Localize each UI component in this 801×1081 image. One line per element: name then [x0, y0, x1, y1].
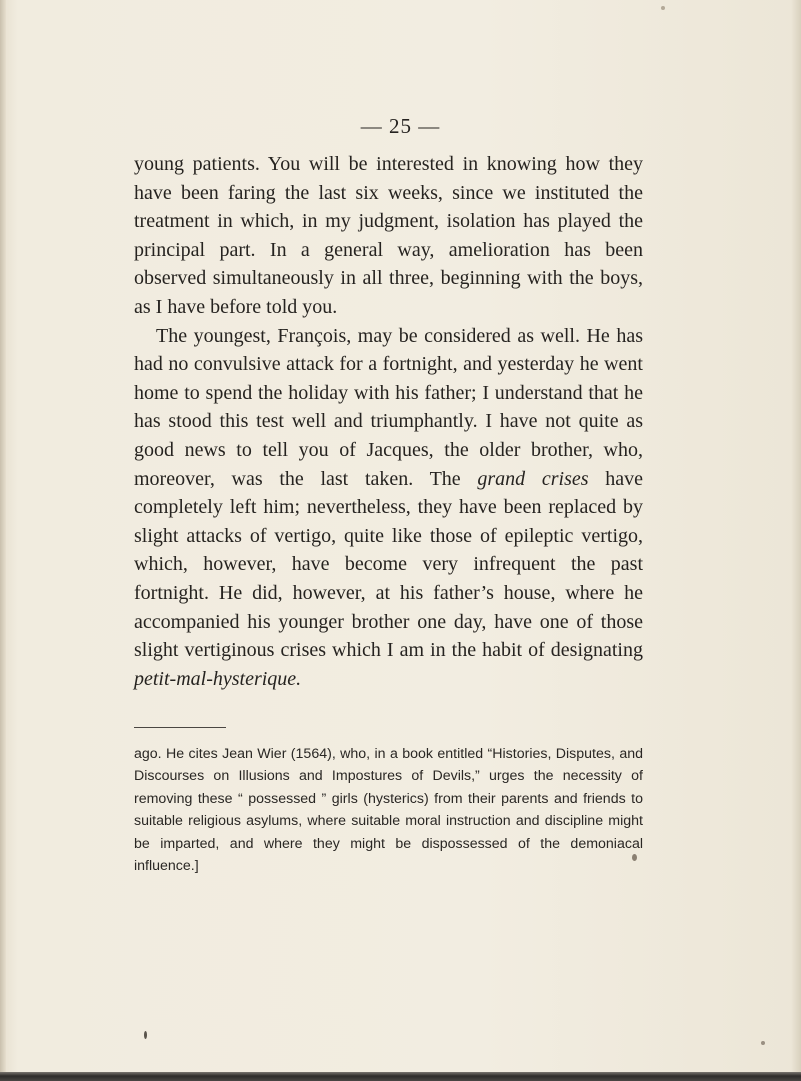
- ink-speck: [144, 1031, 147, 1039]
- main-text: [134, 150, 643, 693]
- paragraph-2-italic-grand-crises: grand crises: [477, 467, 589, 490]
- paragraph-2-text-a: The youngest, François, may be considered as well. He has had no convulsive attack for a fortnight, and yesterday he went home to spend the holiday with his father; I understand that he has stood this test well and triumphantly. I have not quite as good news to tell you of Jacques, the older brother, who, moreover, was the last taken. The: [134, 324, 643, 490]
- page-number: — 25 —: [360, 114, 441, 138]
- page-right-edge: [791, 0, 801, 1081]
- page-left-edge: [0, 0, 6, 1081]
- paragraph-2: [134, 322, 643, 694]
- ink-speck: [632, 854, 637, 861]
- ink-speck: [761, 1041, 765, 1045]
- paragraph-2-italic-petit-mal: petit-mal-hysterique.: [134, 667, 302, 690]
- footnote: [134, 743, 643, 877]
- paragraph-2-text-b: have completely left him; nevertheless, they have been replaced by slight attacks of vertigo, quite like those of epileptic vertigo, which, however, have become very infrequent the past fortnight. He did, however, at his father’s house, where he accompanied his younger brother one day, have one of those slight vertiginous crises which I am in the habit of designating: [134, 467, 643, 662]
- footnote-divider: [134, 727, 226, 728]
- page-bottom-edge: [0, 1072, 801, 1081]
- ink-speck: [661, 6, 665, 10]
- paragraph-1: young patients. You will be interested in knowing how they have been faring the last six weeks, since we instituted the treatment in which, in my judgment, isolation has played the principal part. In a general way, amelioration has been observed simultaneously in all three, beginning with the boys, as I have before told you.: [134, 153, 643, 318]
- footnote-text: ago. He cites Jean Wier (1564), who, in a book entitled “Histories, Disputes, and Discourses on Illusions and Impostures of Devils,” urges the necessity of removing these “ possessed ” girls (hysterics) from their parents and friends to suitable religious asylums, where suitable moral instruction and discipline might be imparted, and where they might be dispossessed of the demoniacal influence.]: [134, 746, 643, 875]
